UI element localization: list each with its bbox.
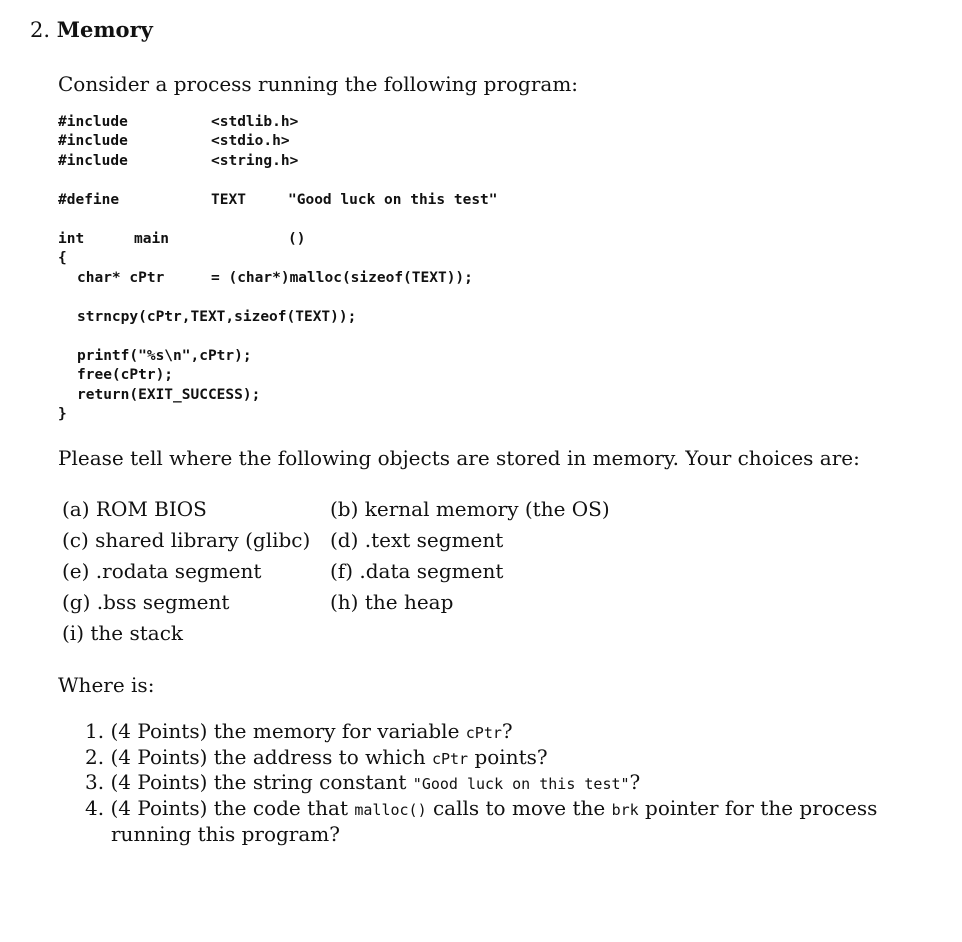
main-return-type: int bbox=[58, 231, 85, 247]
return-line: return(EXIT_SUCCESS); bbox=[77, 387, 261, 403]
printf-line: printf("%s\n",cPtr); bbox=[77, 348, 252, 364]
question-text: calls to move the bbox=[426, 796, 612, 820]
question-code: "Good luck on this test" bbox=[412, 775, 630, 793]
choice-item: (b) kernal memory (the OS) bbox=[330, 497, 610, 521]
question-number: 1. bbox=[85, 719, 105, 743]
question-code: brk bbox=[611, 801, 639, 819]
question-text: points? bbox=[468, 745, 548, 769]
open-brace: { bbox=[58, 250, 67, 266]
question-code: malloc() bbox=[354, 801, 427, 819]
choice-item: (c) shared library (glibc) bbox=[62, 528, 311, 552]
include-file: <stdlib.h> bbox=[211, 114, 299, 130]
question-continuation: running this program? bbox=[111, 822, 340, 846]
include-file: <string.h> bbox=[211, 153, 299, 169]
question-number: 3. bbox=[85, 770, 105, 794]
question-item bbox=[85, 770, 640, 794]
section-heading bbox=[30, 17, 153, 42]
question-item bbox=[85, 796, 877, 820]
include-keyword: #include bbox=[58, 153, 128, 169]
intro-text: Consider a process running the following program: bbox=[58, 72, 579, 96]
question-text: (4 Points) the code that bbox=[110, 796, 355, 820]
prompt-text: Please tell where the following objects are stored in memory. Your choices are: bbox=[58, 446, 860, 470]
question-text: ? bbox=[501, 719, 513, 743]
choice-item: (d) .text segment bbox=[330, 528, 504, 552]
choice-item: (a) ROM BIOS bbox=[62, 497, 207, 521]
define-keyword: #define bbox=[58, 192, 120, 208]
question-code: cPtr bbox=[465, 724, 502, 742]
include-file: <stdio.h> bbox=[211, 133, 290, 149]
main-name: main bbox=[134, 231, 169, 247]
choice-item: (e) .rodata segment bbox=[62, 559, 262, 583]
include-keyword: #include bbox=[58, 133, 128, 149]
choice-item: (g) .bss segment bbox=[62, 590, 230, 614]
question-item bbox=[85, 719, 513, 743]
define-value: "Good luck on this test" bbox=[288, 192, 498, 208]
question-text: pointer for the process bbox=[638, 796, 878, 820]
main-params: () bbox=[288, 231, 306, 247]
section-number: 2. bbox=[30, 18, 51, 42]
decl-right: = (char*)malloc(sizeof(TEXT)); bbox=[211, 270, 473, 286]
question-text: (4 Points) the memory for variable bbox=[110, 719, 466, 743]
decl-left: char* cPtr bbox=[77, 270, 165, 286]
question-code: cPtr bbox=[431, 750, 469, 768]
choice-item: (h) the heap bbox=[330, 590, 454, 614]
close-brace: } bbox=[58, 406, 67, 422]
free-line: free(cPtr); bbox=[77, 367, 174, 383]
question-text: (4 Points) the address to which bbox=[110, 745, 432, 769]
where-label: Where is: bbox=[58, 673, 155, 697]
define-name: TEXT bbox=[211, 192, 246, 208]
question-text: ? bbox=[629, 770, 641, 794]
section-title: Memory bbox=[56, 17, 153, 42]
include-keyword: #include bbox=[58, 114, 128, 130]
strncpy-line: strncpy(cPtr,TEXT,sizeof(TEXT)); bbox=[77, 309, 357, 325]
choice-item: (i) the stack bbox=[62, 621, 184, 645]
question-item bbox=[85, 745, 548, 769]
choice-item: (f) .data segment bbox=[330, 559, 504, 583]
question-number: 4. bbox=[85, 796, 105, 820]
question-number: 2. bbox=[85, 745, 105, 769]
question-text: (4 Points) the string constant bbox=[110, 770, 413, 794]
